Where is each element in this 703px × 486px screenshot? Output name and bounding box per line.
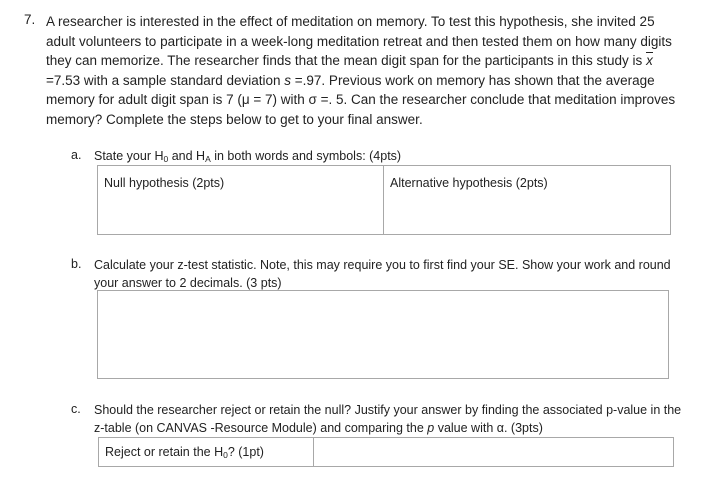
question-intro: A researcher is interested in the effect of meditation on memory. To test this hypothesis, she invited 25 adult volunteers to participate in a week-long meditation retreat and then tested them on how many digits they can memorize. The researcher finds that the mean digit span for the participants in this study is: [46, 14, 672, 69]
part-c-text-post: value with α. (3pts): [434, 420, 543, 435]
h0-subscript: 0: [163, 154, 169, 164]
part-c-text-pre: Should the researcher reject or retain the null? Justify your answer by finding the associated p-value in the z-table (on CANVAS -Resource Module) and comparing the: [94, 403, 682, 435]
reject-retain-label: [105, 445, 264, 460]
question-text: [46, 12, 676, 130]
reject-h0-subscript: 0: [223, 450, 228, 460]
part-c-text: [94, 402, 684, 437]
reject-label-pre: Reject or retain the H: [105, 445, 224, 459]
part-a-text-pre: State your H: [94, 149, 164, 163]
part-b-text: Calculate your z-test statistic. Note, this may require you to first find your SE. Show your work and round your answer to 2 decimals. (3 pts): [94, 258, 671, 290]
question-number: 7.: [24, 12, 36, 27]
sd-text: =.97. Previous work on memory has shown that the average memory for adult digit span is 7 (μ = 7) with σ =. 5. Can the researcher conclude that meditation improves memory? Complete the steps below to get to your final answer.: [46, 72, 676, 127]
part-a-letter: a.: [71, 148, 82, 162]
ha-subscript: A: [205, 154, 211, 164]
part-a-text-post: in both words and symbols: (4pts): [210, 149, 402, 163]
reject-label-post: ? (1pt): [227, 445, 264, 459]
reject-retain-answer-box[interactable]: [313, 437, 674, 467]
z-test-answer-box[interactable]: [97, 290, 669, 379]
part-b-letter: b.: [71, 257, 82, 271]
sd-symbol: s: [284, 72, 292, 88]
part-a-text-mid: and H: [168, 149, 206, 163]
p-symbol: p: [427, 420, 435, 435]
sample-mean-symbol: x: [646, 51, 653, 71]
null-hypothesis-label: Null hypothesis (2pts): [104, 176, 225, 190]
part-c-letter: c.: [71, 402, 81, 416]
alternative-hypothesis-label: Alternative hypothesis (2pts): [390, 176, 548, 190]
sample-mean-text: =7.53 with a sample standard deviation: [46, 72, 285, 88]
